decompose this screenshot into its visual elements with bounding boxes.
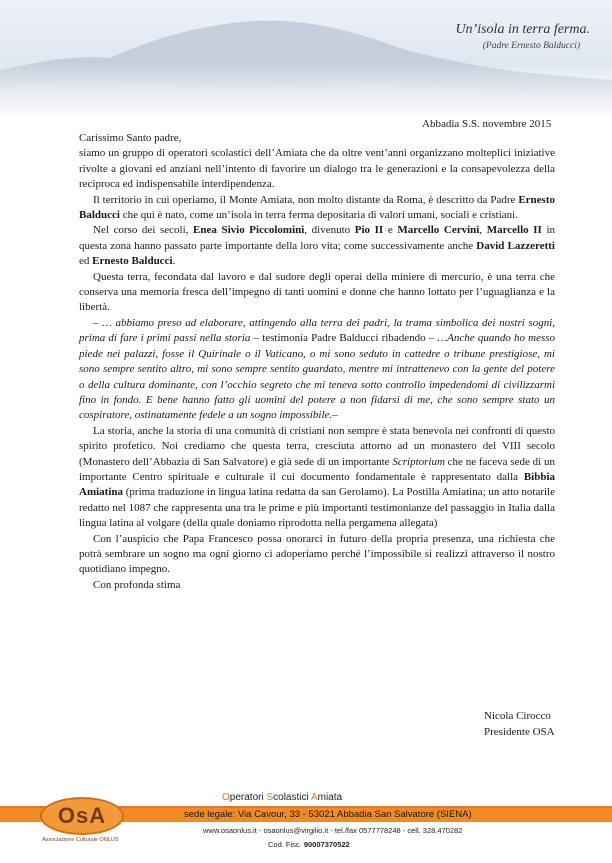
letter-paragraph (79, 316, 555, 424)
header-motto (455, 22, 590, 51)
text-run: Ernesto Balducci (92, 255, 173, 268)
text-run: Scriptorium (392, 455, 445, 468)
letter-paragraph (79, 532, 555, 578)
letter-body (79, 131, 555, 593)
letter-date: Abbadia S.S. novembre 2015 (422, 118, 552, 130)
text-run: , (479, 224, 487, 237)
salutation: Carissimo Santo padre, (79, 132, 182, 144)
org-word: miata (317, 792, 343, 803)
org-word: colastici (273, 792, 311, 803)
text-run: David Lazzeretti (476, 239, 555, 252)
text-run: e (383, 224, 398, 237)
closing: Con profonda stima (93, 578, 181, 591)
fiscal-code (268, 840, 350, 849)
contact-info: www.osaonlus.it - osaonlus@virgilio.it - tel./fax 0577778248 - cell. 328.470282 (203, 826, 463, 835)
fiscal-number: 90007370522 (303, 840, 350, 849)
text-run: Marcello II (486, 224, 542, 237)
letter-paragraph (79, 193, 555, 224)
text-run: Con l’auspicio che Papa Francesco possa onorarci in futuro della propria presenza, una richiesta che potrà sembrare un sogno ma ogni giorno ci adoperiamo perché l’impossibile si realizzi attraverso il nostro quotidiano impegno. (79, 532, 555, 576)
text-run: Questa terra, fecondata dal lavoro e dal sudore degli operai della miniere di mercurio, è una terra che conserva una memoria fresca dell’impegno di tanti uomini e donne che hanno lottato per l’uguaglianza e la libertà. (79, 270, 555, 314)
logo-badge (40, 797, 124, 835)
logo-text: OsA (57, 803, 107, 828)
letter-paragraphs (79, 146, 555, 577)
text-run: …Anche quando ho messo piede nei palazzi, fosse il Quirinale o il Vaticano, o mi sono seduto in cattedre o tribune prestigiose, mi sono sempre sentito altro, mi sono sempre sentito guardato, mentre mi intrattenevo con la gente del potere o della cultura dominante, con l’occhio segreto che mi teneva sotto controllo impedendomi di civilizzarmi fino in fondo. E bene hanno fatto gli uomini del potere a non fidarsi di me, che sono sempre stato un cospiratore, ostinatamente fedele a un sogno impossibile.– (79, 332, 556, 422)
text-run: Nel corso dei secoli, (93, 224, 194, 237)
logo-caption: Associazione Culturale ONLUS (42, 837, 119, 843)
letter-paragraph (79, 424, 555, 532)
text-run: Marcello Cervini (397, 224, 480, 237)
osa-logo (40, 797, 124, 845)
text-run: , divenuto (304, 224, 355, 237)
text-run: Pio II (354, 224, 384, 237)
motto-attribution: (Padre Ernesto Balducci) (482, 41, 580, 51)
letter-paragraph (79, 146, 555, 192)
text-run: La storia, anche la storia di una comunità di cristiani non sempre è stata benevola nei confronti di questo spirito profetico. Noi crediamo che questa terra, cresciuta attorno ad un monastero del VIII secolo (Monastero dell’Abbazia di San Salvatore) e già sede di un importante (79, 424, 555, 468)
text-run: Ernesto Balducci (79, 193, 555, 222)
signature-block (484, 708, 555, 740)
org-word: peratori (229, 792, 267, 803)
text-run: che ne faceva sede di un importante Centro spirituale e culturale il cui documento fondamentale è rappresentato dalla (79, 455, 555, 483)
text-run: che qui è nato, come un’isola in terra ferma depositaria di valori umani, sociali e cristiani. (119, 209, 518, 222)
text-run: ed (79, 255, 93, 268)
text-run: (prima traduzione in lingua latina redatta da san Gerolamo). La Postilla Amiatina; un atto notarile redatto nel 1087 che rappresenta una tra le prime e più importanti testimonianze del passaggio in Italia dalla lingua latina al volgare (della quale doniamo riprodotta nella pergamena allegata) (79, 486, 555, 530)
signatory-title: Presidente OSA (484, 726, 555, 738)
fiscal-label: Cod. Fisc. (268, 840, 304, 849)
letter-paragraph (79, 223, 555, 269)
text-run: Enea Sivio Piccolomini (193, 224, 305, 237)
org-initial: O (222, 792, 230, 803)
text-run: – testimonia Padre Balducci ribadendo – (250, 332, 438, 345)
legal-address: sede legale: Via Cavour, 33 - 53021 Abbadia San Salvatore (SIENA) (184, 809, 472, 820)
header-landscape-image (0, 0, 612, 120)
text-run: in questa zona hanno passato parte importante della loro vita; come successivamente anche (79, 224, 555, 252)
org-initial: A (310, 792, 318, 803)
org-initial: S (266, 792, 274, 803)
letter-paragraph (79, 270, 555, 316)
organization-name (222, 792, 342, 803)
text-run: Il territorio in cui operiamo, il Monte Amiata, non molto distante da Roma, è descritto da Padre (93, 193, 519, 206)
text-run: – … abbiamo preso ad elaborare, attingendo alla terra dei padri, la trama simbolica dei nostri sogni, prima di fare i primi passi nella storia (79, 316, 555, 345)
text-run: Bibbia Amiatina (79, 470, 555, 499)
text-run: siamo un gruppo di operatori scolastici dell’Amiata che da oltre vent’anni organizzano molteplici iniziative rivolte a giovani ed anziani nell’intento di favorire un dialogo tra le generazioni e la consapevolezza della reciproca ed indispensabile interdipendenza. (79, 147, 555, 191)
motto-text: Un’isola in terra ferma. (455, 22, 590, 37)
signatory-name: Nicola Cirocco (484, 710, 551, 722)
text-run: . (172, 255, 176, 268)
